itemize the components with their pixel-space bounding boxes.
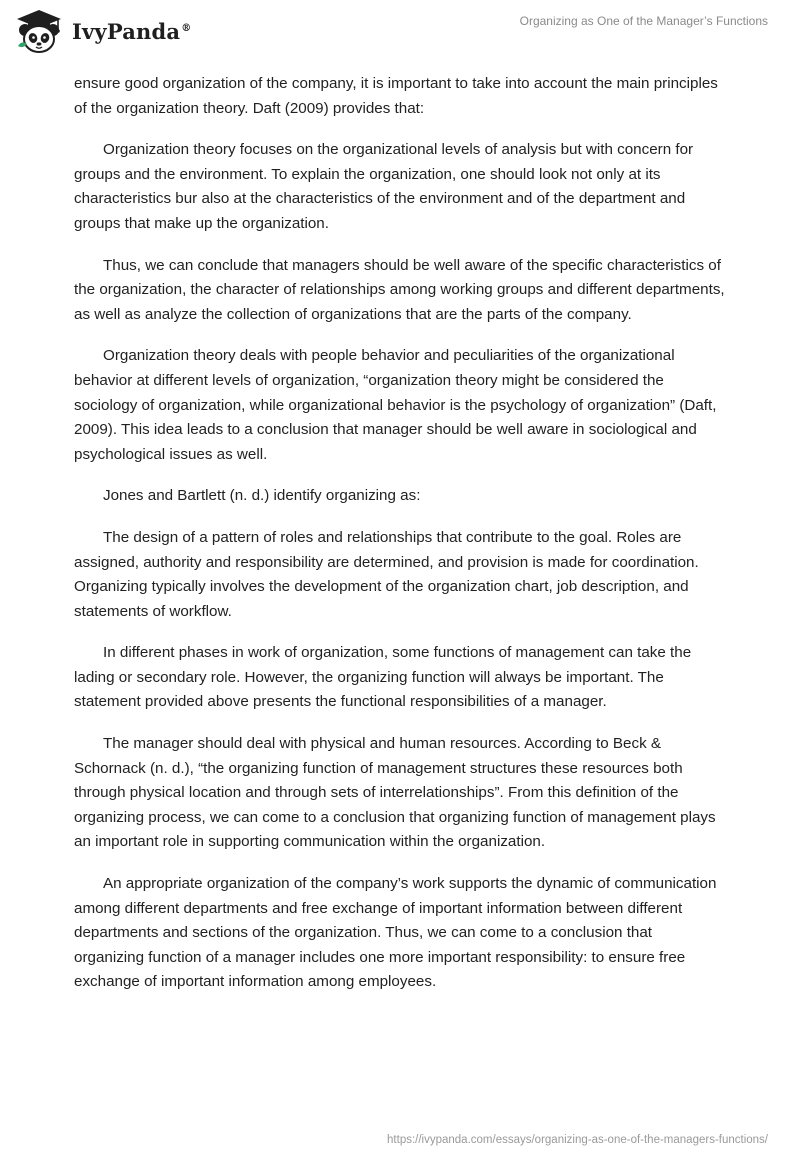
source-url[interactable]: https://ivypanda.com/essays/organizing-as-one-of-the-managers-functions/ [387,1134,768,1146]
paragraph: In different phases in work of organization, some functions of management can take the lading or secondary role. However, the organizing function will always be important. The statement provided above presents the functional responsibilities of a manager. [74,644,692,711]
paragraph: An appropriate organization of the company’s work supports the dynamic of communication among different departments and free exchange of important information between different departments and sections of the organization. Thus, we can come to a conclusion that organizing function of a manager includes one more important responsibility: to ensure free exchange of important information among employees. [74,875,717,991]
paragraph: Organization theory deals with people behavior and peculiarities of the organizational behavior at different levels of organization, “organization theory might be considered the sociology of organization, while organizational behavior is the psychology of organization” (Daft, 2009). This idea leads to a conclusion that manager should be well aware in sociological and psychological issues as well. [74,347,717,463]
paragraph: Jones and Bartlett (n. d.) identify organizing as: [103,487,421,505]
panda-graduation-cap-icon [14,8,64,54]
logo[interactable] [14,8,191,54]
paragraph: Thus, we can conclude that managers should be well aware of the specific characteristics of the organization, the character of relationships among working groups and different departments, as well as analyze the collection of organizations that are the parts of the company. [74,256,725,323]
paragraph: The manager should deal with physical and human resources. According to Beck & Schornack (n. d.), “the organizing function of management structures these resources both through physical location and through sets of interrelationships”. From this definition of the organizing process, we can come to a conclusion that organizing function of management plays an important role in supporting communication within the organization. [74,735,716,851]
brand-name: IvyPanda® [72,18,192,44]
essay-body [74,72,726,1012]
page-header [0,0,800,64]
paragraph: ensure good organization of the company, it is important to take into account the main principles of the organization theory. Daft (2009) provides that: [74,75,718,117]
block-quote: Organization theory focuses on the organizational levels of analysis but with concern for groups and the environment. To explain the organization, one should look not only at its characteristics bur also at the characteristics of the environment and of the department and groups that make up the organization. [74,141,694,232]
block-quote: The design of a pattern of roles and relationships that contribute to the goal. Roles are assigned, authority and responsibility are determined, and provision is made for coordination. Organizing typically involves the development of the organization chart, job description, and statements of workflow. [74,528,699,620]
document-title: Organizing as One of the Manager’s Functions [519,14,768,28]
